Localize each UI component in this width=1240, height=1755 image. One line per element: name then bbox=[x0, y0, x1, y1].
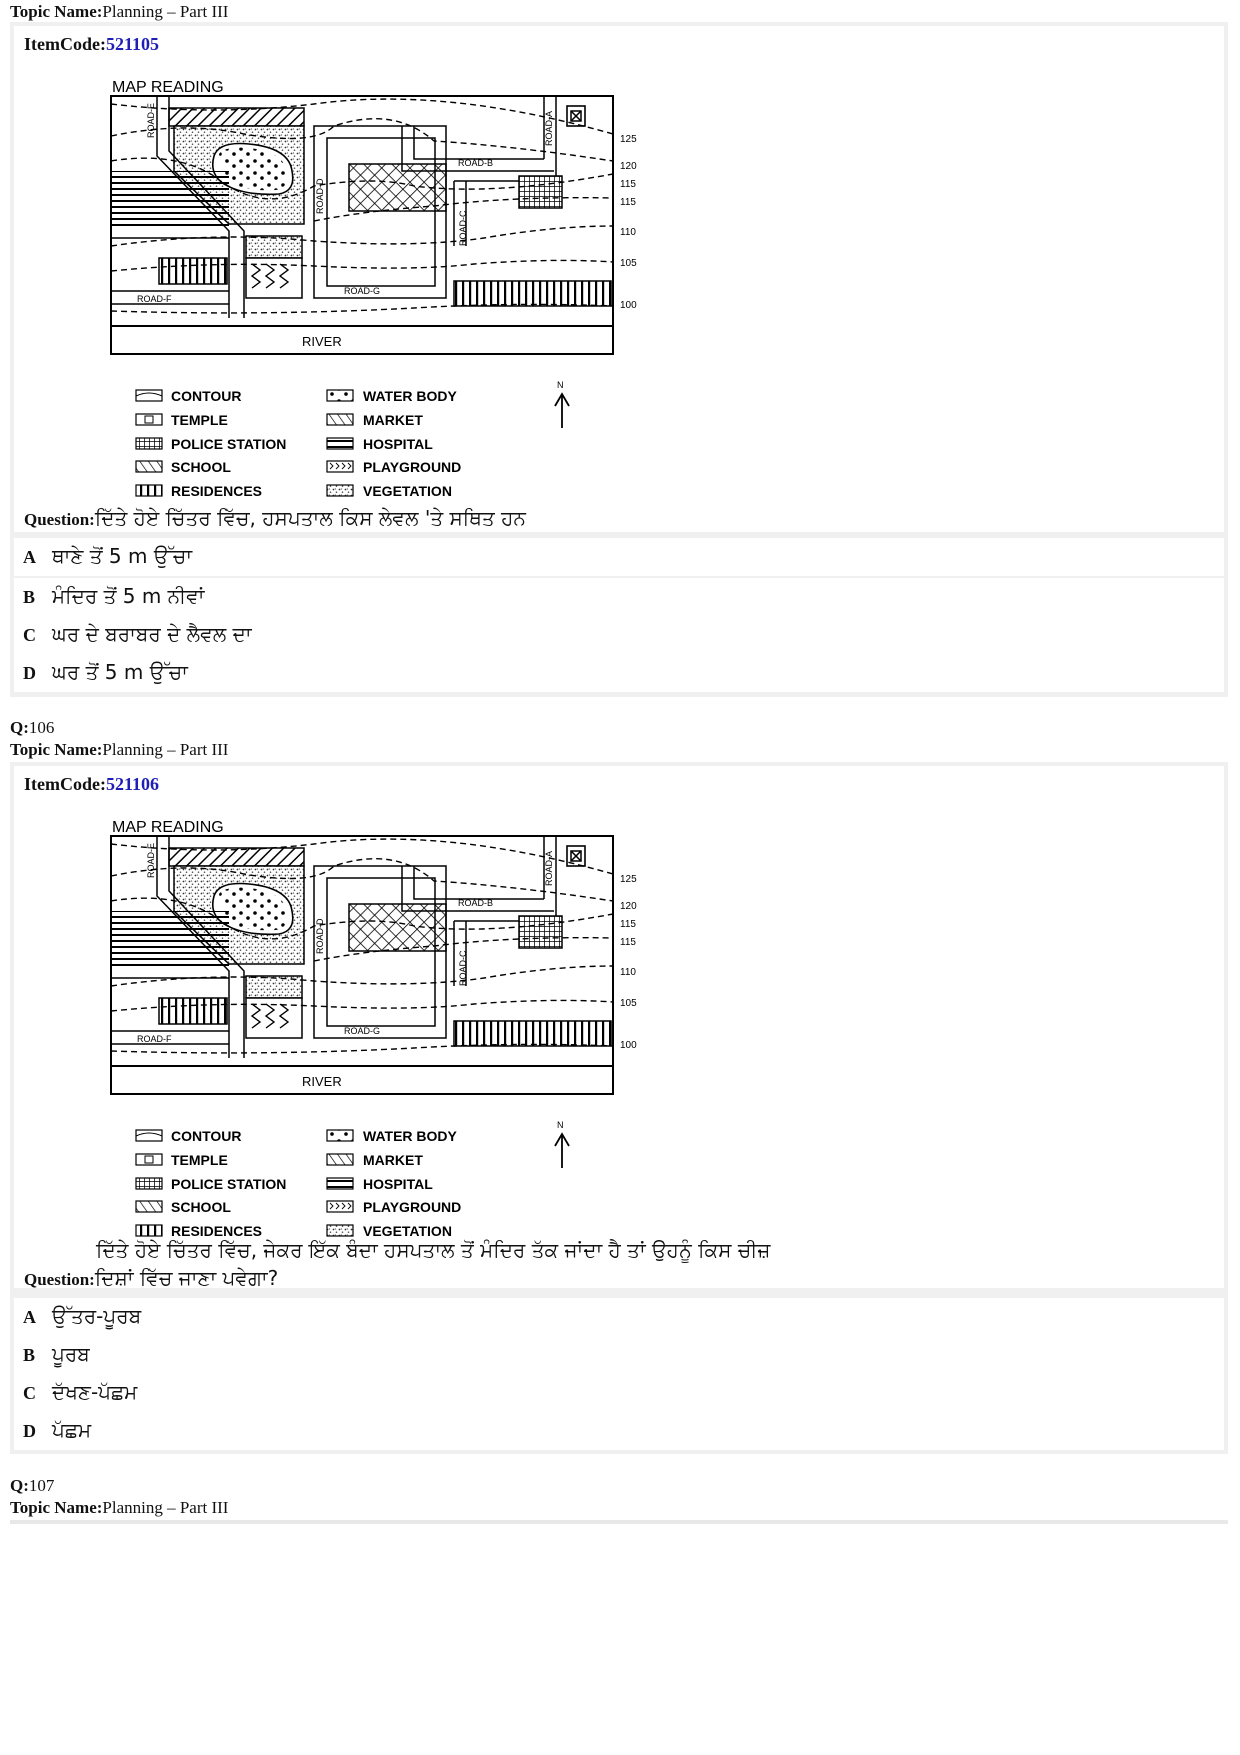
legend-temple: TEMPLE bbox=[171, 1152, 228, 1168]
item-code-105: ItemCode:521105 bbox=[24, 34, 159, 54]
river-label: RIVER bbox=[302, 1074, 342, 1089]
legend-vegetation: VEGETATION bbox=[363, 483, 452, 499]
legend-water-body: WATER BODY bbox=[363, 388, 457, 404]
legend-contour: CONTOUR bbox=[171, 388, 242, 404]
q-number-107: Q:107 bbox=[10, 1476, 55, 1495]
legend-hospital: HOSPITAL bbox=[363, 1176, 433, 1192]
map-legend bbox=[136, 1128, 461, 1239]
option-a-105[interactable]: A ਥਾਣੇ ਤੋਂ 5 m ਉੱਚਾ bbox=[14, 538, 1224, 576]
road-b-label: ROAD-B bbox=[458, 898, 494, 908]
contour-label: 105 bbox=[620, 998, 637, 1009]
police-station bbox=[519, 176, 562, 208]
road-d-label: ROAD-D bbox=[315, 178, 325, 214]
contour-label: 125 bbox=[620, 134, 637, 145]
road-a-label: ROAD-A bbox=[544, 850, 554, 886]
road-b-label: ROAD-B bbox=[458, 158, 494, 168]
road-f-label: ROAD-F bbox=[137, 1034, 172, 1044]
contour-label: 110 bbox=[620, 967, 636, 978]
option-c-105[interactable]: C ਘਰ ਦੇ ਬਰਾਬਰ ਦੇ ਲੈਵਲ ਦਾ bbox=[14, 616, 1224, 654]
market-area bbox=[169, 848, 304, 866]
map-legend bbox=[136, 388, 461, 499]
hospital-area bbox=[111, 171, 229, 226]
river-label: RIVER bbox=[302, 334, 342, 349]
legend-playground: PLAYGROUND bbox=[363, 459, 462, 475]
topic-line-106: Topic Name:Planning – Part III bbox=[10, 740, 229, 759]
q-number-106: Q:106 bbox=[10, 718, 55, 737]
legend-school: SCHOOL bbox=[171, 1199, 231, 1215]
map-figure bbox=[14, 766, 714, 1266]
svg-text:N: N bbox=[557, 1120, 564, 1130]
option-d-105[interactable]: D ਘਰ ਤੋਂ 5 m ਉੱਚਾ bbox=[14, 654, 1224, 692]
contour-label: 110 bbox=[620, 227, 636, 238]
legend-police-station: POLICE STATION bbox=[171, 1176, 287, 1192]
police-station bbox=[519, 916, 562, 948]
residences-left bbox=[159, 998, 227, 1024]
option-b-105[interactable]: B ਮੰਦਿਰ ਤੋਂ 5 m ਨੀਵਾਂ bbox=[14, 578, 1224, 616]
road-d-label: ROAD-D bbox=[315, 918, 325, 954]
question-line1-106: ਦਿੱਤੇ ਹੋਏ ਚਿੱਤਰ ਵਿੱਚ, ਜੇਕਰ ਇੱਕ ਬੰਦਾ ਹਸਪਤਾਲ ਤੋਂ ਮੰਦਿਰ ਤੱਕ ਜਾਂਦਾ ਹੈ ਤਾਂ ਉਹਨੂੰ ਕਿਸ ਚੀਜ਼ bbox=[96, 1238, 771, 1262]
contour-label: 100 bbox=[620, 1040, 637, 1051]
road-g-label: ROAD-G bbox=[344, 286, 380, 296]
question-text-105: Question:ਦਿੱਤੇ ਹੋਏ ਚਿੱਤਰ ਵਿੱਚ, ਹਸਪਤਾਲ ਕਿਸ ਲੇਵਲ 'ਤੇ ਸਥਿਤ ਹਨ bbox=[24, 506, 526, 530]
option-a-106[interactable]: A ਉੱਤਰ-ਪੂਰਬ bbox=[14, 1298, 1224, 1336]
road-c-label: ROAD-C bbox=[458, 210, 468, 246]
contour-label: 115 bbox=[620, 937, 636, 948]
residences-right bbox=[454, 281, 611, 306]
question-card-105 bbox=[10, 22, 1228, 697]
legend-temple: TEMPLE bbox=[171, 412, 228, 428]
legend-market: MARKET bbox=[363, 412, 423, 428]
legend-water-body: WATER BODY bbox=[363, 1128, 457, 1144]
contour-label: 115 bbox=[620, 179, 636, 190]
map-container-106 bbox=[14, 766, 714, 1271]
question-body-106 bbox=[14, 766, 1224, 1288]
item-code-106: ItemCode:521106 bbox=[24, 774, 159, 794]
legend-school: SCHOOL bbox=[171, 459, 231, 475]
road-g-label: ROAD-G bbox=[344, 1026, 380, 1036]
market-area bbox=[169, 108, 304, 126]
residences-left bbox=[159, 258, 227, 284]
legend-market: MARKET bbox=[363, 1152, 423, 1168]
topic-label: Topic Name: bbox=[10, 2, 103, 21]
legend-contour: CONTOUR bbox=[171, 1128, 242, 1144]
road-a-label: ROAD-A bbox=[544, 110, 554, 146]
legend-playground: PLAYGROUND bbox=[363, 1199, 462, 1215]
contour-label: 115 bbox=[620, 919, 636, 930]
road-e-label: ROAD-E bbox=[146, 102, 156, 138]
option-c-106[interactable]: C ਦੱਖਣ-ਪੱਛਮ bbox=[14, 1374, 1224, 1412]
contour-label: 120 bbox=[620, 161, 637, 172]
road-c-label: ROAD-C bbox=[458, 950, 468, 986]
legend-vegetation: VEGETATION bbox=[363, 1223, 452, 1239]
contour-label: 100 bbox=[620, 300, 637, 311]
map-container-105 bbox=[14, 26, 714, 531]
question-body-105 bbox=[14, 26, 1224, 532]
question-text-106: Question:ਦਿਸ਼ਾਂ ਵਿੱਚ ਜਾਣਾ ਪਵੇਗਾ? bbox=[24, 1266, 279, 1290]
topic-value: Planning – Part III bbox=[102, 2, 229, 21]
road-f-label: ROAD-F bbox=[137, 294, 172, 304]
north-arrow-icon bbox=[555, 380, 569, 428]
option-d-106[interactable]: D ਪੱਛਮ bbox=[14, 1412, 1224, 1450]
contour-label: 120 bbox=[620, 901, 637, 912]
residences-right bbox=[454, 1021, 611, 1046]
option-b-106[interactable]: B ਪੂਰਬ bbox=[14, 1336, 1224, 1374]
card-top-edge-107 bbox=[10, 1520, 1228, 1524]
map-title: MAP READING bbox=[112, 79, 224, 96]
legend-residences: RESIDENCES bbox=[171, 1223, 263, 1239]
north-arrow-icon bbox=[555, 1120, 569, 1168]
contour-label: 115 bbox=[620, 197, 636, 208]
road-e-label: ROAD-E bbox=[146, 842, 156, 878]
map-figure bbox=[14, 26, 714, 526]
legend-hospital: HOSPITAL bbox=[363, 436, 433, 452]
topic-line-107: Topic Name:Planning – Part III bbox=[10, 1498, 229, 1517]
contour-label: 125 bbox=[620, 874, 637, 885]
question-card-106 bbox=[10, 762, 1228, 1454]
legend-police-station: POLICE STATION bbox=[171, 436, 287, 452]
topic-line-105 bbox=[10, 2, 228, 22]
hospital-area bbox=[111, 911, 229, 966]
contour-label: 105 bbox=[620, 258, 637, 269]
svg-text:N: N bbox=[557, 380, 564, 390]
map-title: MAP READING bbox=[112, 819, 224, 836]
legend-residences: RESIDENCES bbox=[171, 483, 263, 499]
